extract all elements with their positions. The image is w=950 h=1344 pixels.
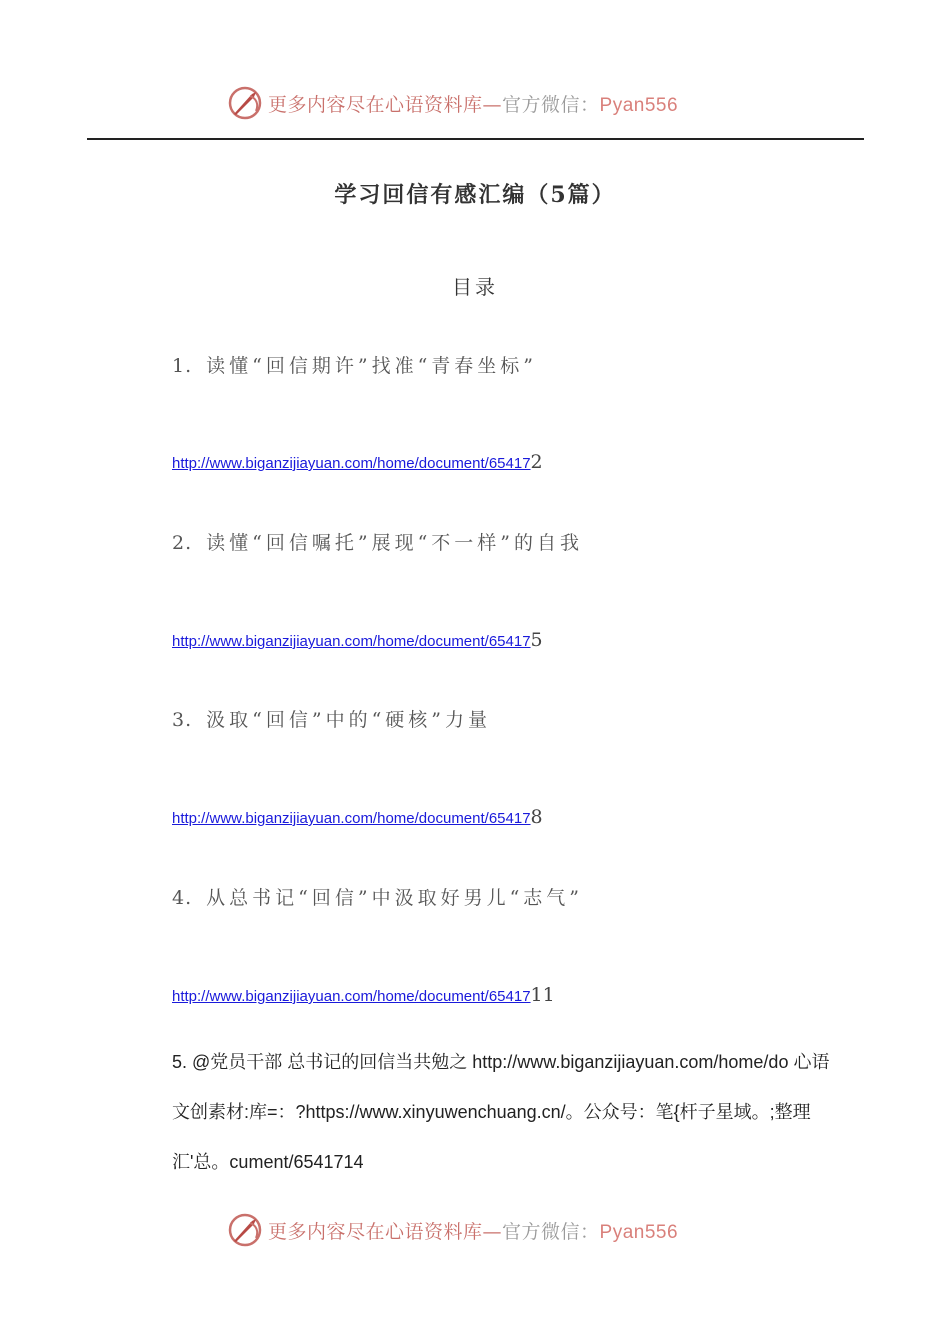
toc-link-row-4	[172, 984, 555, 1006]
document-title: 学习回信有感汇编（5篇）	[334, 182, 616, 208]
toc-entry-2	[172, 528, 583, 555]
header-banner	[0, 80, 950, 126]
banner-slogan-wechat: 官方微信：	[502, 94, 600, 116]
banner-slogan-main: 更多内容尽在心语资料库—	[268, 94, 503, 116]
item5-line-2: 文创素材:库=：?https://www.xinyuwenchuang.cn/。公众号：笔{杆子星域。;整理	[172, 1102, 811, 1122]
banner-slogan-main: 更多内容尽在心语资料库—	[268, 1221, 503, 1243]
toc-page-number: 8	[530, 806, 543, 828]
footer-banner	[0, 1207, 950, 1253]
toc-link-row-2	[172, 629, 543, 651]
toc-entry-text: 读懂“回信期许”找准“青春坐标”	[206, 355, 537, 377]
toc-link-row-3	[172, 806, 543, 828]
toc-link-1[interactable]: http://www.biganzijiayuan.com/home/document/65417	[172, 455, 531, 472]
banner-slogan	[268, 1217, 678, 1244]
toc-entry-number: 3.	[172, 709, 193, 731]
banner-slogan	[268, 90, 678, 117]
toc-page-number: 2	[530, 451, 543, 473]
toc-page-number: 5	[530, 629, 543, 651]
quill-logo-icon	[226, 84, 264, 122]
toc-entry-3	[172, 705, 491, 732]
toc-entry-number: 4.	[172, 887, 193, 909]
toc-page-number: 11	[530, 984, 555, 1006]
toc-link-3[interactable]: http://www.biganzijiayuan.com/home/document/65417	[172, 810, 531, 827]
toc-entry-text: 汲取“回信”中的“硬核”力量	[206, 709, 491, 731]
toc-entry-number: 1.	[172, 355, 193, 377]
toc-link-4[interactable]: http://www.biganzijiayuan.com/home/document/65417	[172, 988, 531, 1005]
item5-line-1: 5. @党员干部 总书记的回信当共勉之 http://www.biganzijiayuan.com/home/do 心语	[172, 1052, 830, 1072]
banner-slogan-handle: Pyan556	[599, 95, 679, 116]
header-divider	[87, 138, 864, 140]
toc-link-2[interactable]: http://www.biganzijiayuan.com/home/document/65417	[172, 633, 531, 650]
toc-entry-text: 读懂“回信嘱托”展现“不一样”的自我	[206, 532, 583, 554]
banner-slogan-wechat: 官方微信：	[502, 1221, 600, 1243]
quill-logo-icon	[226, 1211, 264, 1249]
toc-heading: 目录	[452, 275, 498, 299]
banner-slogan-handle: Pyan556	[599, 1222, 679, 1243]
item5-line-3: 汇'总。cument/6541714	[172, 1152, 364, 1172]
toc-link-row-1	[172, 451, 543, 473]
toc-entry-4	[172, 883, 583, 910]
toc-entry-1	[172, 351, 537, 378]
toc-entry-text: 从总书记“回信”中汲取好男儿“志气”	[206, 887, 583, 909]
toc-entry-number: 2.	[172, 532, 193, 554]
